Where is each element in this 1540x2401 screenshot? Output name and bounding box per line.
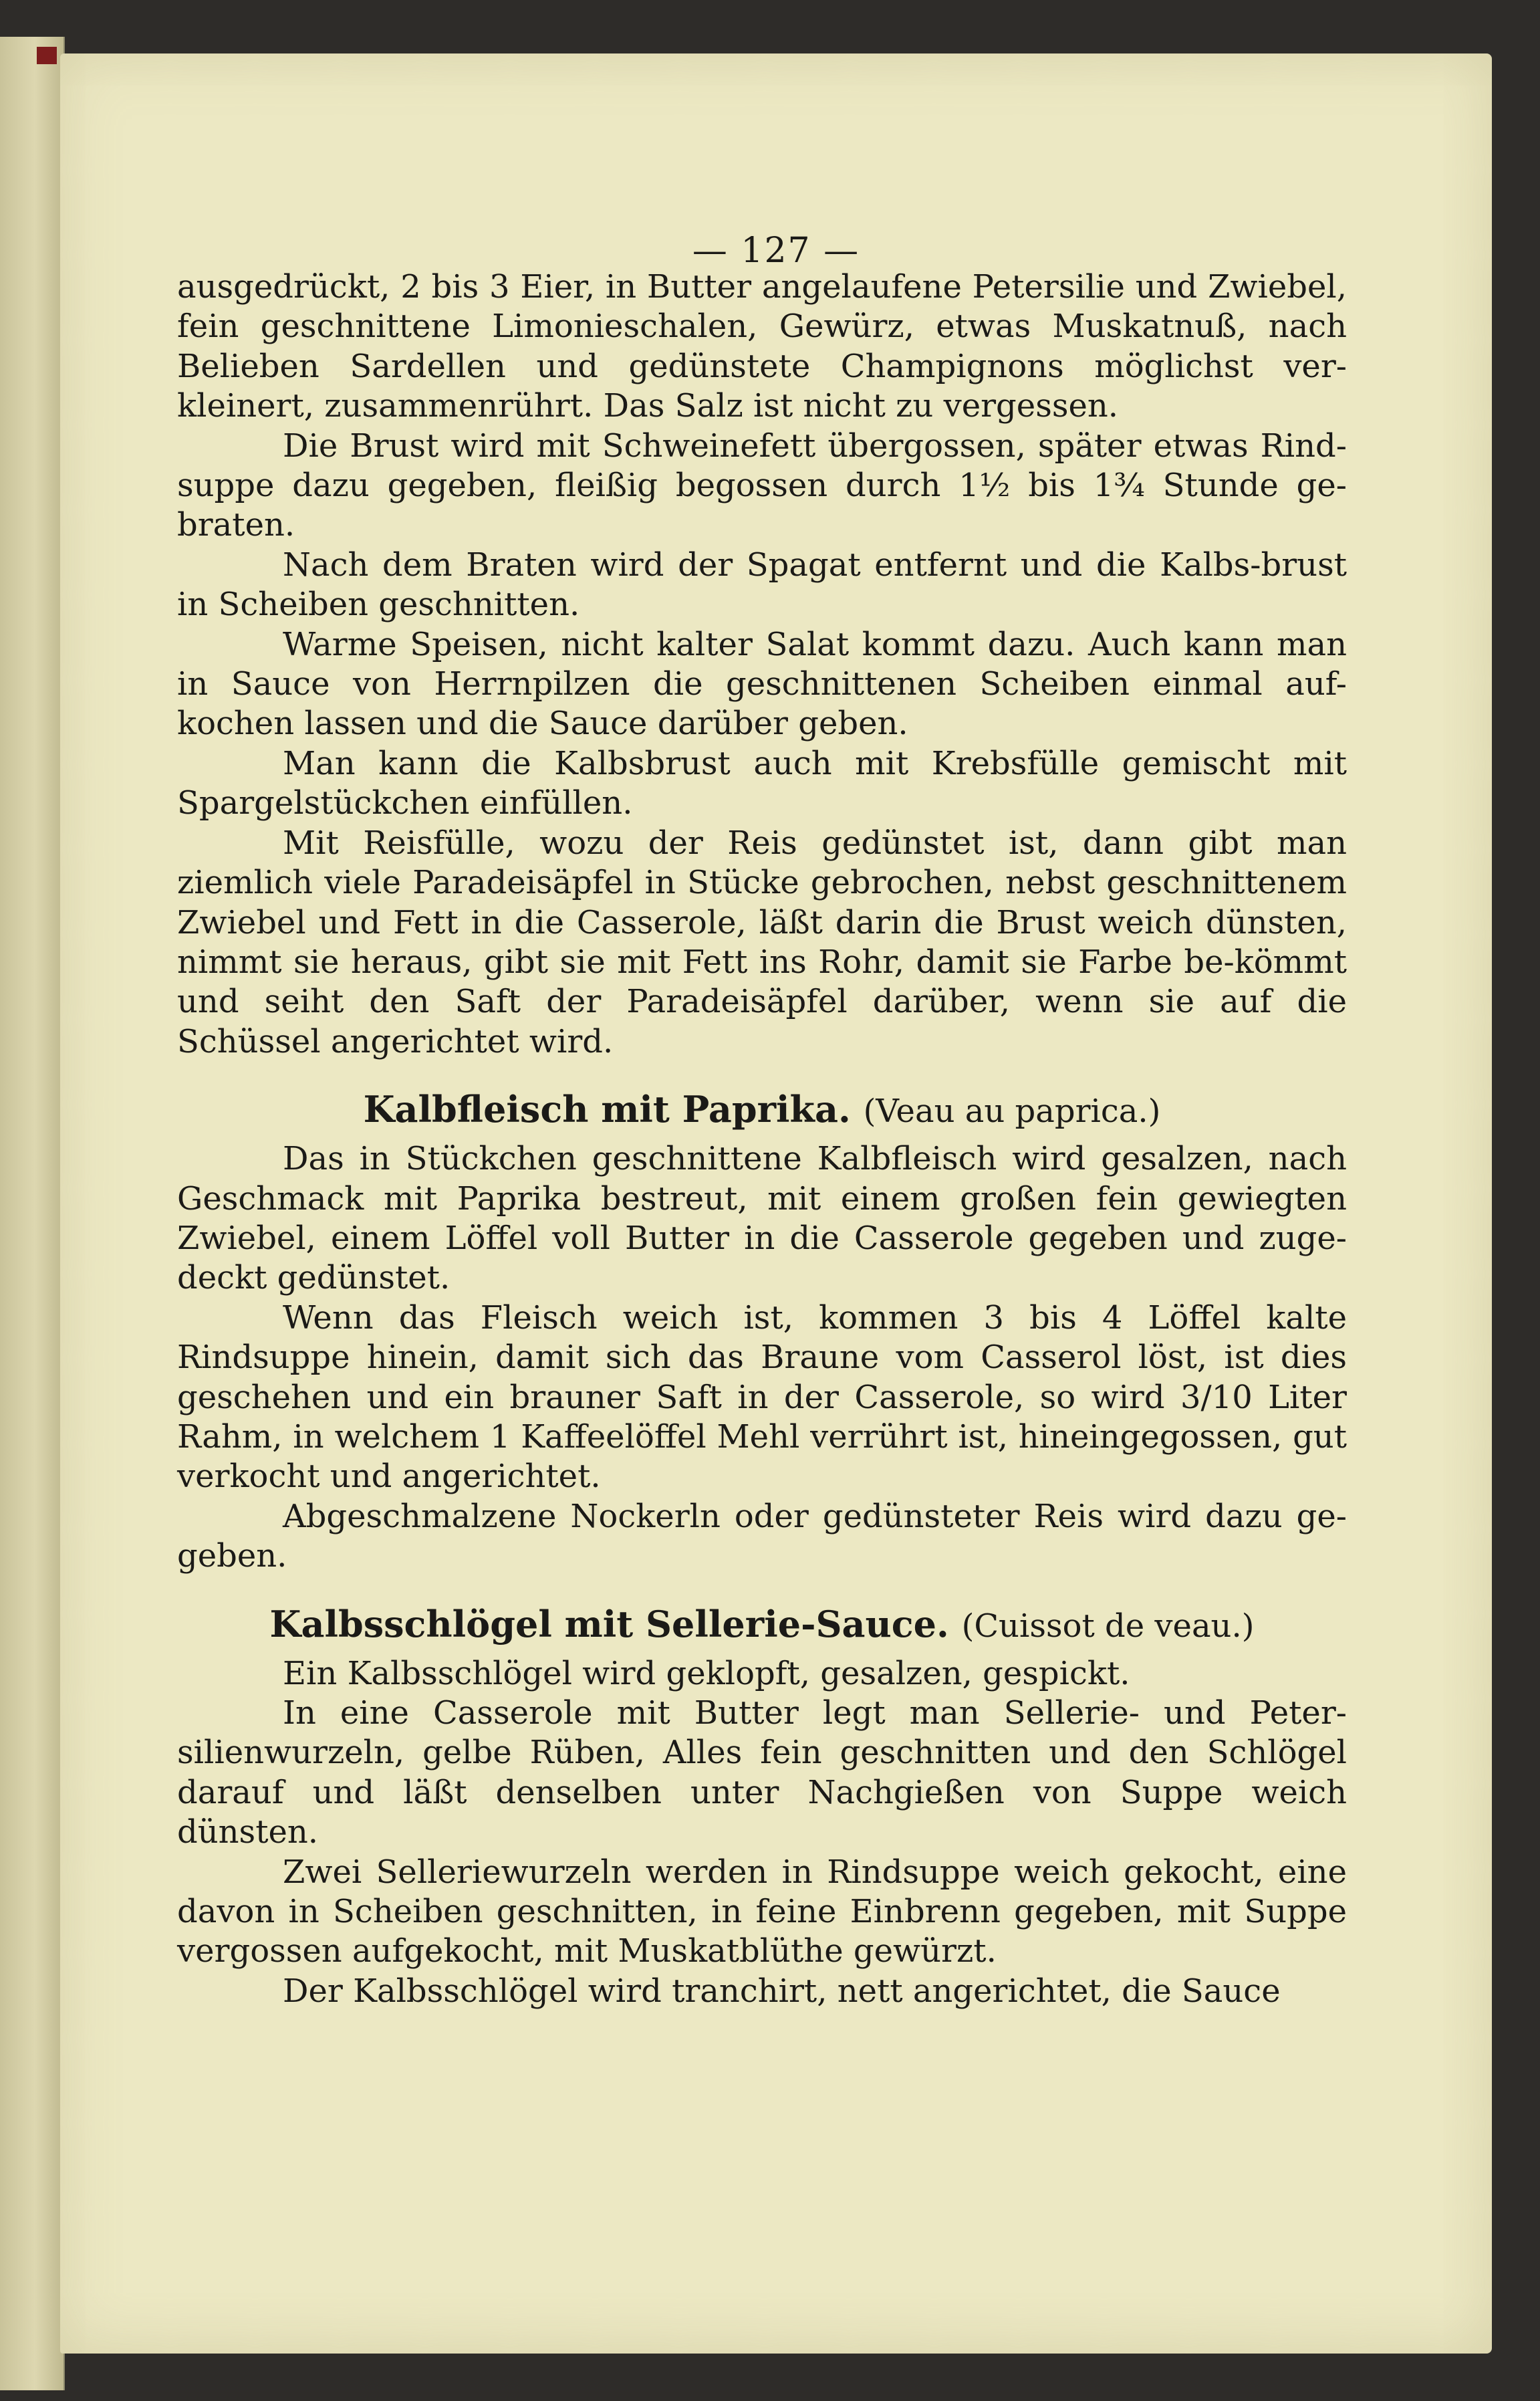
- page-text: [177, 267, 1347, 2011]
- paragraph: Abgeschmalzene Nockerln oder gedünsteter Reis wird dazu ge-geben.: [177, 1497, 1347, 1575]
- page-number: — 127 —: [692, 231, 860, 271]
- paragraph: Warme Speisen, nicht kalter Salat kommt dazu. Auch kann man in Sauce von Herrnpilzen die geschnittenen Scheiben einmal auf-kochen lassen und die Sauce darüber geben.: [177, 625, 1347, 743]
- recipe-heading: [177, 1085, 1347, 1135]
- recipe-subtitle: (Cuissot de veau.): [961, 1607, 1255, 1645]
- paragraph: In eine Casserole mit Butter legt man Sellerie- und Peter-silienwurzeln, gelbe Rüben, Alles fein geschnitten und den Schlögel darauf und läßt denselben unter Nachgießen von Suppe weich dünsten.: [177, 1694, 1347, 1851]
- recipe-heading: [177, 1600, 1347, 1650]
- paragraph: Man kann die Kalbsbrust auch mit Krebsfülle gemischt mit Spargelstückchen einfüllen.: [177, 744, 1347, 822]
- paragraph: Nach dem Braten wird der Spagat entfernt und die Kalbs-brust in Scheiben geschnitten.: [177, 546, 1347, 624]
- paragraph: Das in Stückchen geschnittene Kalbfleisch wird gesalzen, nach Geschmack mit Paprika bestreut, mit einem großen fein gewiegten Zwiebel, einem Löffel voll Butter in die Casserole gegeben und zuge-deckt gedünstet.: [177, 1140, 1347, 1297]
- recipe-subtitle: (Veau au paprica.): [863, 1093, 1161, 1131]
- paragraph: Die Brust wird mit Schweinefett übergossen, später etwas Rind-suppe dazu gegeben, fleißig begossen durch 1½ bis 1¾ Stunde ge-braten.: [177, 427, 1347, 544]
- paragraph: Zwei Selleriewurzeln werden in Rindsuppe weich gekocht, eine davon in Scheiben geschnitten, in feine Einbrenn gegeben, mit Suppe vergossen aufgekocht, mit Muskatblüthe gewürzt.: [177, 1853, 1347, 1970]
- book-page: [60, 53, 1492, 2354]
- paragraph: Mit Reisfülle, wozu der Reis gedünstet ist, dann gibt man ziemlich viele Paradeisäpfel in Stücke gebrochen, nebst geschnittenem Zwiebel und Fett in die Casserole, läßt darin die Brust weich dünsten, nimmt sie heraus, gibt sie mit Fett ins Rohr, damit sie Farbe be-kömmt und seiht den Saft der Paradeisäpfel darüber, wenn sie auf die Schüssel angerichtet wird.: [177, 824, 1347, 1060]
- paragraph: Der Kalbsschlögel wird tranchirt, nett angerichtet, die Sauce: [283, 1972, 1281, 2010]
- binding-mark: [37, 47, 57, 64]
- paragraph: ausgedrückt, 2 bis 3 Eier, in Butter angelaufene Petersilie und Zwiebel, fein geschnittene Limonieschalen, Gewürz, etwas Muskatnuß, nach Belieben Sardellen und gedünstete Champignons möglichst ver-kleinert, zusammenrührt. Das Salz ist nicht zu vergessen.: [177, 268, 1347, 425]
- paragraph: Wenn das Fleisch weich ist, kommen 3 bis 4 Löffel kalte Rindsuppe hinein, damit sich das Braune vom Casserol löst, ist dies geschehen und ein brauner Saft in der Casserole, so wird 3/10 Liter Rahm, in welchem 1 Kaffeelöffel Mehl verrührt ist, hineingegossen, gut verkocht und angerichtet.: [177, 1298, 1347, 1496]
- recipe-title: Kalbsschlögel mit Sellerie-Sauce.: [269, 1602, 949, 1645]
- paragraph: Ein Kalbsschlögel wird geklopft, gesalzen, gespickt.: [283, 1654, 1130, 1692]
- facing-page-edge: [0, 37, 65, 2390]
- recipe-title: Kalbfleisch mit Paprika.: [363, 1088, 851, 1131]
